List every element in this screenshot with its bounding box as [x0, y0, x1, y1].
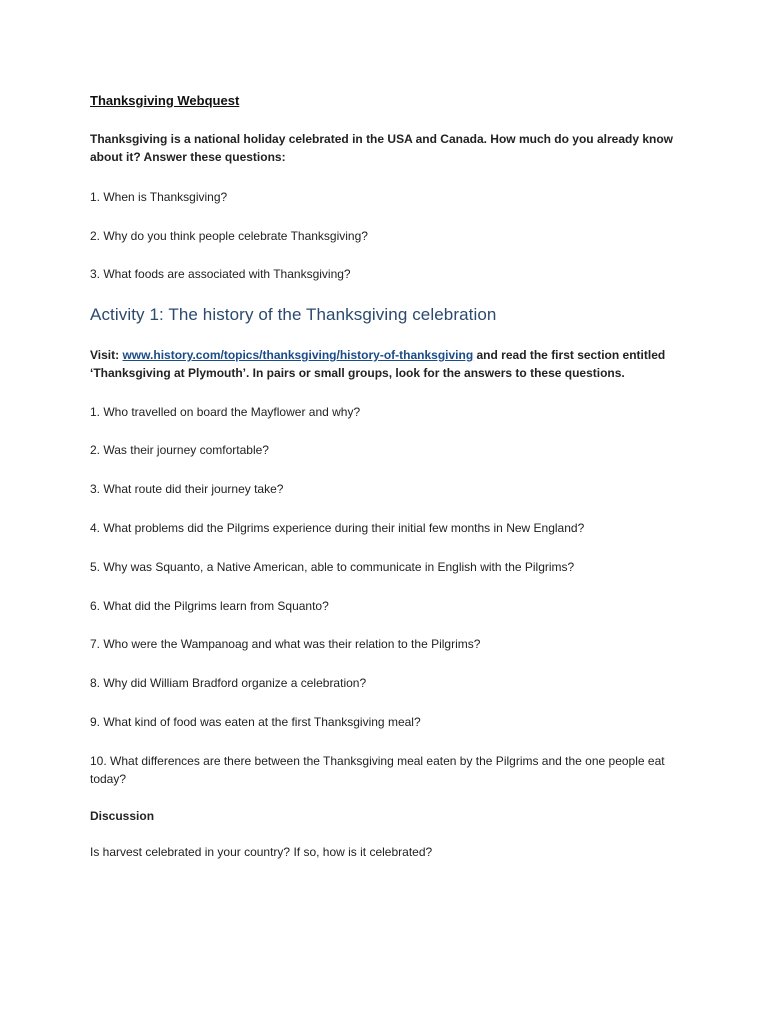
visit-instructions — [90, 346, 680, 382]
activity-question-4: 4. What problems did the Pilgrims experience during their initial few months in New England? — [90, 521, 585, 535]
activity-1-heading: Activity 1: The history of the Thanksgiving celebration — [90, 305, 497, 324]
activity-question-9: 9. What kind of food was eaten at the first Thanksgiving meal? — [90, 715, 421, 729]
visit-prefix: Visit: — [90, 348, 123, 362]
visit-suffix: and read the first section entitled ‘Thanksgiving at Plymouth’. In pairs or small groups, look for the answers to these questions. — [90, 348, 666, 380]
activity-question-1: 1. Who travelled on board the Mayflower and why? — [90, 405, 361, 419]
activity-question-5: 5. Why was Squanto, a Native American, able to communicate in English with the Pilgrims? — [90, 560, 575, 574]
activity-question-10: 10. What differences are there between the Thanksgiving meal eaten by the Pilgrims and the one people eat today? — [90, 754, 665, 786]
activity-question-8: 8. Why did William Bradford organize a celebration? — [90, 676, 367, 690]
discussion-question: Is harvest celebrated in your country? If so, how is it celebrated? — [90, 845, 433, 859]
warmup-question-2: 2. Why do you think people celebrate Thanksgiving? — [90, 229, 368, 243]
activity-question-3: 3. What route did their journey take? — [90, 482, 284, 496]
history-com-link[interactable]: www.history.com/topics/thanksgiving/history-of-thanksgiving — [122, 348, 474, 362]
activity-question-7: 7. Who were the Wampanoag and what was their relation to the Pilgrims? — [90, 637, 481, 651]
activity-question-6: 6. What did the Pilgrims learn from Squanto? — [90, 599, 329, 613]
document-title: Thanksgiving Webquest — [90, 93, 240, 108]
intro-paragraph: Thanksgiving is a national holiday celebrated in the USA and Canada. How much do you already know about it? Answer these questions: — [90, 132, 674, 164]
discussion-heading: Discussion — [90, 809, 155, 823]
warmup-question-3: 3. What foods are associated with Thanksgiving? — [90, 267, 351, 281]
warmup-question-1: 1. When is Thanksgiving? — [90, 190, 228, 204]
activity-question-2: 2. Was their journey comfortable? — [90, 443, 269, 457]
